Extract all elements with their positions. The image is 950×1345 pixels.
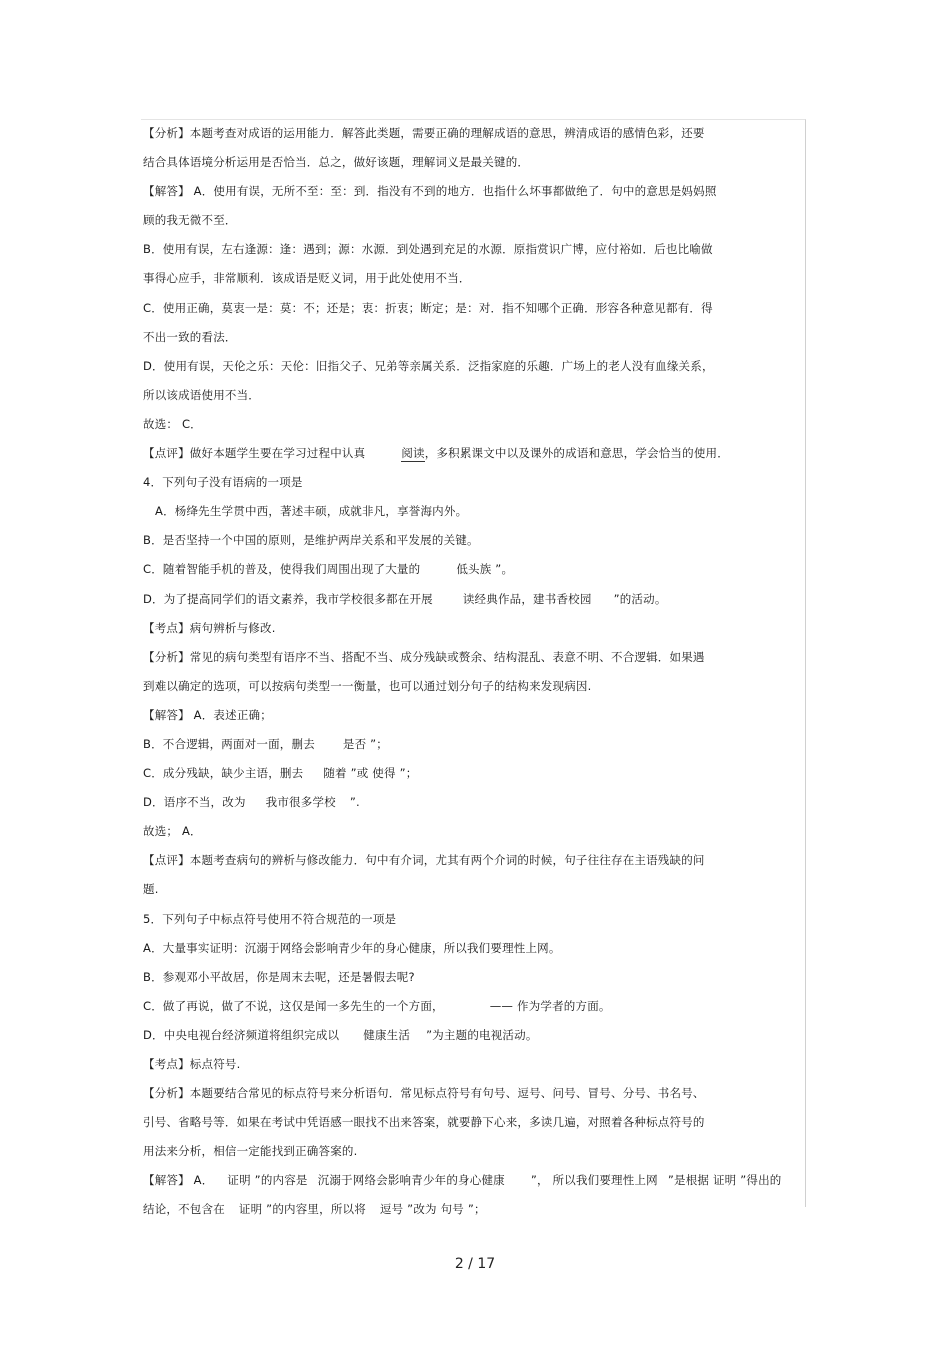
text-line [143, 672, 803, 701]
text-segment: 故选； A． [143, 824, 202, 839]
text-segment: 是否 ”； [342, 736, 389, 751]
text-line [143, 788, 803, 817]
text-segment: 顾的我无微不至． [143, 213, 237, 228]
text-segment: ，多积累课文中以及课外的成语和意思，学会恰当的使用． [424, 446, 729, 461]
text-line [143, 934, 803, 963]
text-line [143, 1166, 803, 1195]
text-segment: 用法来分析，相信一定能找到正确答案的. [143, 1144, 358, 1159]
text-segment: 结论，不包含在 [143, 1202, 225, 1217]
text-segment: 所以该成语使用不当． [143, 387, 260, 402]
text-segment: 【解答】 A． [143, 1173, 214, 1188]
page-number: 2 / 17 [454, 1256, 496, 1272]
text-segment: 证明 ”的内容里，所以将 [238, 1202, 366, 1217]
text-line [143, 905, 803, 934]
text-segment: 读经典作品，建书香校园 [462, 591, 592, 606]
text-segment: A．杨绛先生学贯中西，著述丰硕，成就非凡，享誉海内外。 [155, 504, 468, 519]
text-line [143, 1137, 803, 1166]
text-segment: 沉溺于网络会影响青少年的身心健康 [317, 1173, 505, 1188]
text-segment: 逗号 ”改为 句号 ”； [379, 1202, 486, 1217]
text-segment: 【点评】本题考查病句的辨析与修改能力．句中有介词，尤其有两个介词的时候，句子往往存在主语残缺的问 [143, 853, 705, 868]
text-line [143, 1050, 803, 1079]
text-line [143, 614, 803, 643]
text-segment: 我市很多学校 [265, 795, 336, 810]
text-line [143, 875, 803, 904]
text-line [143, 759, 803, 788]
text-line [143, 643, 803, 672]
text-line [143, 992, 803, 1021]
text-segment: 【点评】做好本题学生要在学习过程中认真 [143, 446, 366, 461]
text-line [143, 555, 803, 584]
text-segment: ”为主题的电视活动。 [426, 1027, 538, 1042]
text-segment: 【考点】标点符号. [143, 1057, 241, 1071]
text-segment: D．使用有误，天伦之乐：天伦：旧指父子、兄弟等亲属关系．泛指家庭的乐趣．广场上的老人没有血缘关系， [143, 358, 714, 373]
text-line [143, 410, 803, 439]
text-segment: 到难以确定的选项，可以按病句类型一一衡量，也可以通过划分句子的结构来发现病因. [143, 678, 592, 693]
text-line [143, 963, 803, 992]
text-segment: B．不合逻辑，两面对一面，删去 [143, 736, 315, 751]
text-line [143, 817, 803, 846]
text-line [143, 526, 803, 555]
text-segment: C．随着智能手机的普及，使得我们周围出现了大量的 [143, 562, 421, 577]
text-segment: D．中央电视台经济频道将组织完成以 [143, 1027, 340, 1042]
text-line [143, 294, 803, 323]
text-segment: B．使用有误，左右逢源：逢：遇到；源：水源．到处遇到充足的水源．原指赏识广博，应付裕如．后也比喻做 [143, 242, 713, 257]
text-segment: C．做了再说，做了不说，这仅是闻一多先生的一个方面， [143, 998, 444, 1013]
text-line [143, 323, 803, 352]
text-line [143, 468, 803, 497]
text-line [143, 352, 803, 381]
text-line [143, 730, 803, 759]
text-segment: 【考点】病句辨析与修改. [143, 620, 276, 635]
text-segment: B．是否坚持一个中国的原则，是维护两岸关系和平发展的关键。 [143, 533, 479, 548]
text-segment: 【解答】 A．表述正确； [143, 707, 272, 722]
text-line [143, 119, 803, 148]
text-line [143, 1195, 803, 1224]
text-line [143, 846, 803, 875]
text-segment: 事得心应手，非常顺利．该成语是贬义词，用于此处使用不当． [143, 271, 471, 286]
text-segment: 结合具体语境分析运用是否恰当．总之，做好该题，理解词义是最关键的． [143, 155, 530, 170]
text-line [143, 701, 803, 730]
text-segment: 【分析】本题考查对成语的运用能力．解答此类题，需要正确的理解成语的意思，辨清成语的感情色彩，还要 [143, 126, 705, 140]
text-line [143, 1021, 803, 1050]
text-segment: —— 作为学者的方面。 [489, 998, 611, 1013]
text-line [143, 264, 803, 293]
text-segment: A．大量事实证明：沉溺于网络会影响青少年的身心健康，所以我们要理性上网。 [143, 940, 561, 955]
text-segment: 证明 ”的内容是 [227, 1173, 308, 1188]
text-segment: 引号、省略号等．如果在考试中凭语感一眼找不出来答案，就要静下心来，多读几遍，对照着各种标点符号的 [143, 1115, 705, 1130]
text-segment: ”， 所以我们要理性上网 [530, 1173, 658, 1188]
text-line [143, 148, 803, 177]
text-line [143, 206, 803, 235]
document-body [143, 119, 803, 1225]
text-segment: 低头族 ”。 [456, 562, 514, 577]
text-segment: D．为了提高同学们的语文素养，我市学校很多都在开展 [143, 591, 433, 606]
text-segment: 随着 ”或 使得 ”； [323, 766, 418, 781]
text-segment: B．参观邓小平故居，你是周末去呢，还是暑假去呢? [143, 969, 415, 984]
text-segment: ”的活动。 [613, 591, 667, 606]
text-segment: 不出一致的看法． [143, 329, 237, 344]
text-segment: D．语序不当，改为 [143, 795, 246, 810]
text-segment: C．成分残缺，缺少主语，删去 [143, 766, 304, 781]
text-line [143, 177, 803, 206]
text-segment: 5．下列句子中标点符号使用不符合规范的一项是 [143, 911, 397, 926]
text-segment: 4．下列句子没有语病的一项是 [143, 475, 303, 490]
text-line [143, 1108, 803, 1137]
underlined-word: 阅读 [401, 446, 425, 461]
text-line [143, 585, 803, 614]
text-line [143, 235, 803, 264]
text-segment: ”是根据 证明 ”得出的 [667, 1173, 782, 1188]
text-segment: 【分析】常见的病句类型有语序不当、搭配不当、成分残缺或赘余、结构混乱、表意不明、不合逻辑．如果遇 [143, 649, 705, 664]
text-segment: 【分析】本题要结合常见的标点符号来分析语句．常见标点符号有句号、逗号、问号、冒号、分号、书名号、 [143, 1086, 705, 1101]
text-segment: 题. [143, 882, 159, 897]
text-line [143, 381, 803, 410]
text-segment: 【解答】 A．使用有误，无所不至：至：到．指没有不到的地方．也指什么坏事都做绝了．句中的意思是妈妈照 [143, 184, 717, 199]
text-line [143, 439, 803, 468]
text-line [143, 1079, 803, 1108]
text-line [143, 497, 803, 526]
text-segment: ”. [349, 795, 360, 810]
text-segment: 健康生活 [363, 1027, 411, 1042]
text-segment: C．使用正确，莫衷一是：莫：不；还是；衷：折衷；断定；是：对．指不知哪个正确．形容各种意见都有．得 [143, 300, 713, 315]
text-segment: 故选： C． [143, 416, 202, 431]
